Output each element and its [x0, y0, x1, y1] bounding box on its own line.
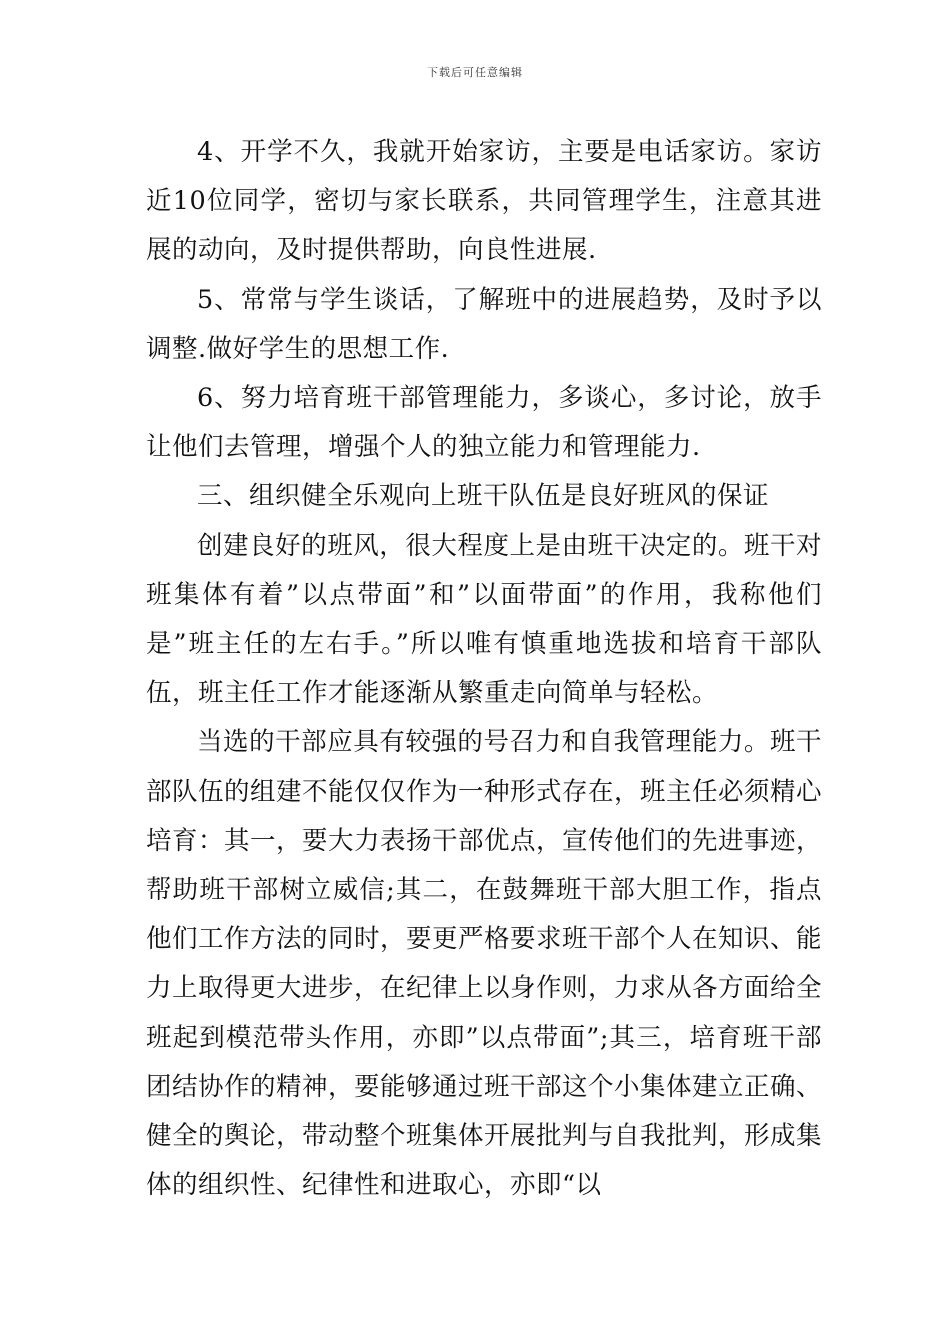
- paragraph-class-atmosphere: 创建良好的班风，很大程度上是由班干决定的。班干对班集体有着”以点带面”和”以面带面”的作用，我称他们是”班主任的左右手。”所以唯有慎重地选拔和培育干部队伍，班主任工作才能逐渐从繁重走向简单与轻松。: [146, 530, 822, 709]
- page-header: 下载后可任意编辑: [427, 66, 523, 79]
- paragraph-elected-cadres: 当选的干部应具有较强的号召力和自我管理能力。班干部队伍的组建不能仅仅作为一种形式存在，班主任必须精心培育：其一，要大力表扬干部优点，宣传他们的先进事迹，帮助班干部树立威信;其二，在鼓舞班干部大胆工作，指点他们工作方法的同时，要更严格要求班干部个人在知识、能力上取得更大进步，在纪律上以身作则，力求从各方面给全班起到模范带头作用，亦即”以点带面”;其三，培育班干部团结协作的精神，要能够通过班干部这个小集体建立正确、健全的舆论，带动整个班集体开展批判与自我批判，形成集体的组织性、纪律性和进取心，亦即“以: [146, 727, 823, 1201]
- document-body: [146, 128, 822, 1210]
- paragraph-cadre-training: 6、努力培育班干部管理能力，多谈心，多讨论，放手让他们去管理，增强个人的独立能力和管理能力.: [146, 383, 822, 463]
- section-heading-three: 三、组织健全乐观向上班干队伍是良好班风的保证: [197, 481, 770, 512]
- paragraph-student-talks: 5、常常与学生谈话，了解班中的进展趋势，及时予以调整.做好学生的思想工作.: [146, 284, 822, 364]
- paragraph-home-visits: 4、开学不久，我就开始家访，主要是电话家访。家访近10位同学，密切与家长联系，共同管理学生，注意其进展的动向，及时提供帮助，向良性进展.: [146, 137, 822, 266]
